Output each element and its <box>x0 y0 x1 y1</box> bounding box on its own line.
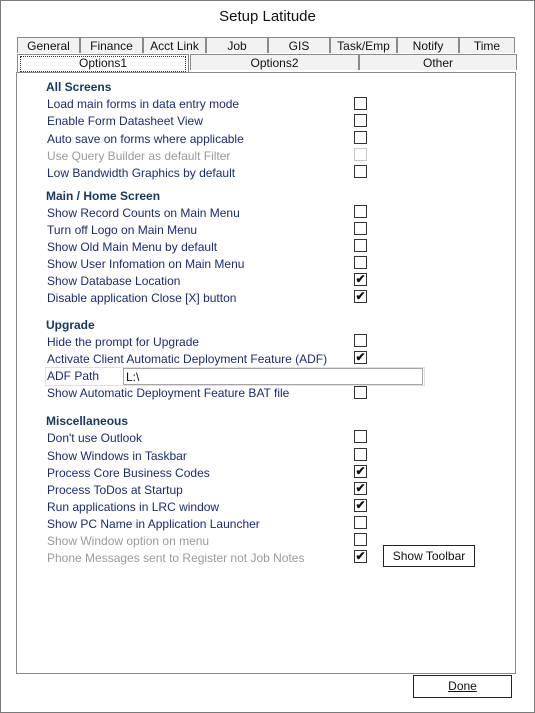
option-label: Use Query Builder as default Filter <box>47 149 231 163</box>
checkbox-window-option-menu <box>354 533 367 546</box>
tab-focus-indicator <box>20 56 186 72</box>
option-label: Auto save on forms where applicable <box>47 132 244 146</box>
checkbox-activate-adf[interactable]: ✔ <box>355 350 366 364</box>
option-label: Low Bandwidth Graphics by default <box>47 166 236 180</box>
option-label: Process Core Business Codes <box>47 466 210 480</box>
tab-options1-label: Options1 <box>78 56 128 70</box>
tab-general[interactable]: General <box>17 37 80 53</box>
done-button-label: Done <box>448 679 477 693</box>
tab-time[interactable]: Time <box>459 37 515 53</box>
option-label: Turn off Logo on Main Menu <box>47 223 198 237</box>
option-label: Show Old Main Menu by default <box>47 240 218 254</box>
option-label: Don't use Outlook <box>47 431 143 445</box>
window-title: Setup Latitude <box>219 8 316 25</box>
tab-other[interactable]: Other <box>359 54 517 70</box>
checkbox-todos-startup[interactable]: ✔ <box>355 481 366 495</box>
option-label: Phone Messages sent to Register not Job Notes <box>47 551 305 565</box>
checkbox-phone-messages: ✔ <box>355 549 366 563</box>
tab-notify[interactable]: Notify <box>397 37 459 53</box>
checkbox-lrc-window[interactable]: ✔ <box>355 498 366 512</box>
checkbox-windows-taskbar[interactable] <box>354 448 367 461</box>
option-label: Show Window option on menu <box>47 534 210 548</box>
checkbox-disable-close[interactable]: ✔ <box>355 289 366 303</box>
checkbox-adf-bat-file[interactable] <box>354 386 367 399</box>
section-upgrade: Upgrade <box>46 318 95 332</box>
tab-options1[interactable] <box>17 54 189 72</box>
checkbox-low-bandwidth[interactable] <box>354 165 367 178</box>
checkbox-load-data-entry[interactable] <box>354 97 367 110</box>
tab-task-emp[interactable]: Task/Emp <box>330 37 397 53</box>
tab-gis[interactable]: GIS <box>268 37 330 53</box>
section-miscellaneous: Miscellaneous <box>46 414 129 428</box>
checkbox-dont-use-outlook[interactable] <box>354 430 367 443</box>
section-main-home: Main / Home Screen <box>46 189 161 203</box>
done-button[interactable] <box>413 675 512 698</box>
option-label: Enable Form Datasheet View <box>47 114 203 128</box>
option-label: Show Automatic Deployment Feature BAT file <box>47 386 290 400</box>
option-label: Activate Client Automatic Deployment Feature (ADF) <box>47 352 328 366</box>
tab-acct-link[interactable]: Acct Link <box>143 37 206 53</box>
option-label: Show Database Location <box>47 274 181 288</box>
checkbox-record-counts[interactable] <box>354 205 367 218</box>
tab-finance[interactable]: Finance <box>80 37 143 53</box>
option-label: Load main forms in data entry mode <box>47 97 240 111</box>
checkbox-datasheet-view[interactable] <box>354 114 367 127</box>
checkbox-database-location[interactable]: ✔ <box>355 272 366 286</box>
option-label: Disable application Close [X] button <box>47 291 237 305</box>
tab-options2[interactable]: Options2 <box>190 54 359 70</box>
checkbox-core-business-codes[interactable]: ✔ <box>355 464 366 478</box>
checkbox-old-main-menu[interactable] <box>354 239 367 252</box>
checkbox-query-builder <box>354 148 367 161</box>
option-label: Show Record Counts on Main Menu <box>47 206 240 220</box>
option-label: Run applications in LRC window <box>47 500 220 514</box>
checkbox-turn-off-logo[interactable] <box>354 222 367 235</box>
option-label: Process ToDos at Startup <box>47 483 183 497</box>
checkbox-hide-upgrade-prompt[interactable] <box>354 334 367 347</box>
adf-path-label: ADF Path <box>47 369 100 383</box>
section-all-screens: All Screens <box>46 80 112 94</box>
tab-job[interactable]: Job <box>206 37 268 53</box>
option-label: Show User Infomation on Main Menu <box>47 257 245 271</box>
checkbox-pc-name-launcher[interactable] <box>354 516 367 529</box>
adf-path-input[interactable] <box>123 368 423 385</box>
checkbox-auto-save[interactable] <box>354 131 367 144</box>
show-toolbar-button[interactable]: Show Toolbar <box>383 545 475 567</box>
option-label: Hide the prompt for Upgrade <box>47 335 200 349</box>
option-label: Show PC Name in Application Launcher <box>47 517 260 531</box>
option-label: Show Windows in Taskbar <box>47 449 187 463</box>
checkbox-user-information[interactable] <box>354 256 367 269</box>
